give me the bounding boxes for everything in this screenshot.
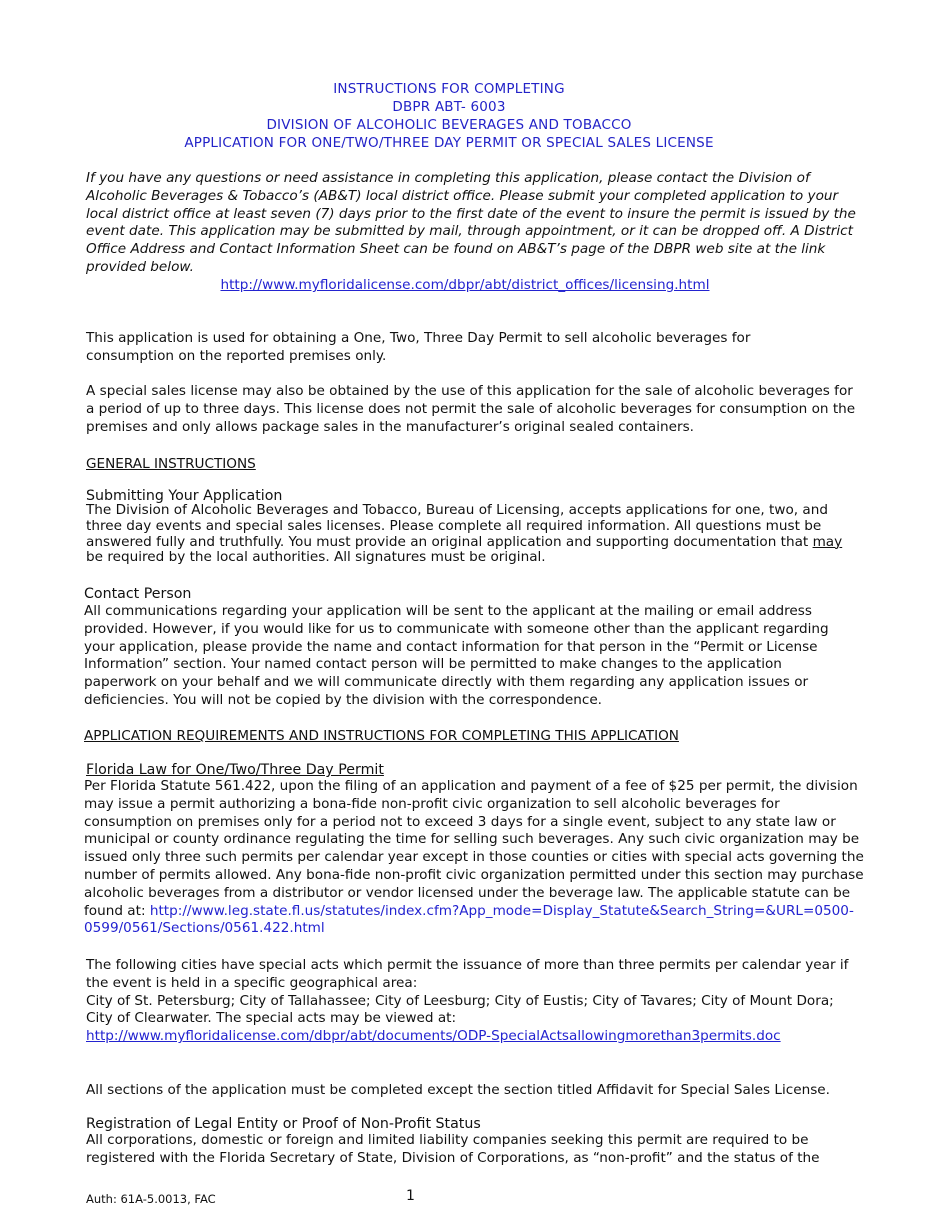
usage-paragraph [86,330,886,366]
law-line: issued only three such permits per calendar year except in those counties or cities with special acts governing the [84,849,864,866]
usage-line: This application is used for obtaining a One, Two, Three Day Permit to sell alcoholic beverages for [86,330,751,346]
cities-line: City of St. Petersburg; City of Tallahassee; City of Leesburg; City of Eustis; City of Tavares; City of Mount Dora; [86,992,834,1009]
contact-person-paragraph [84,603,884,710]
law-line: consumption on premises only for a period not to exceed 3 days for a single event, subject to any state law or [84,813,836,830]
intro-line: Alcoholic Beverages & Tobacco’s (AB&T) local district office. Please submit your completed application to your [86,187,839,204]
statute-link-part-1[interactable]: http://www.leg.state.fl.us/statutes/index.cfm?App_mode=Display_Statute&Search_String=&URL=0500- [149,902,854,919]
intro-link-row [0,277,930,295]
registration-paragraph [86,1132,886,1168]
contact-line: deficiencies. You will not be copied by the division with the correspondence. [84,691,603,708]
special-sales-line: a period of up to three days. This license does not permit the sale of alcoholic beverages for consumption on the [86,400,856,417]
district-offices-link[interactable]: http://www.myfloridalicense.com/dbpr/abt/district_offices/licensing.html [220,277,710,293]
cities-line: City of Clearwater. The special acts may be viewed at: [86,1010,457,1027]
law-line: number of permits allowed. Any bona-fide non-profit civic organization permitted under this section may purchase [84,866,864,883]
intro-paragraph [86,170,886,277]
footer-authority: Auth: 61A-5.0013, FAC [86,1192,216,1206]
law-line [84,920,884,938]
law-line: Per Florida Statute 561.422, upon the filing of an application and payment of a fee of $25 per permit, the division [84,778,858,794]
registration-line: registered with the Florida Secretary of State, Division of Corporations, as “non-profit” and the status of the [86,1149,820,1166]
page-number: 1 [406,1188,415,1204]
law-line: alcoholic beverages from a distributor or vendor licensed under the beverage law. The applicable statute can be [84,884,851,901]
intro-line: event date. This application may be submitted by mail, through appointment, or it can be dropped off. A District [86,223,853,240]
submitting-line [86,535,886,551]
contact-person-heading: Contact Person [84,586,192,602]
intro-line: local district office at least seven (7) days prior to the first date of the event to insure the permit is issued by the [86,205,856,222]
florida-law-paragraph [84,778,884,938]
found-at-label: found at: [84,902,150,919]
usage-line: consumption on the reported premises only. [86,347,387,364]
contact-line: All communications regarding your application will be sent to the applicant at the mailing or email address [84,603,812,619]
submitting-line: The Division of Alcoholic Beverages and Tobacco, Bureau of Licensing, accepts applications for one, two, and [86,502,828,518]
contact-line: paperwork on your behalf and we will communicate directly with them regarding any application issues or [84,674,809,691]
cities-line: the event is held in a specific geographical area: [86,974,418,991]
intro-line: If you have any questions or need assistance in completing this application, please contact the Division of [86,170,810,186]
intro-line: Office Address and Contact Information Sheet can be found on AB&T’s page of the DBPR web site at the link [86,241,826,258]
law-line [84,903,884,921]
title-line-4: APPLICATION FOR ONE/TWO/THREE DAY PERMIT OR SPECIAL SALES LICENSE [184,135,714,151]
submitting-paragraph [86,503,886,566]
law-line: may issue a permit authorizing a bona-fide non-profit civic organization to sell alcoholic beverages for [84,795,780,812]
special-sales-line: premises and only allows package sales in the manufacturer’s original sealed containers. [86,418,694,435]
registration-heading: Registration of Legal Entity or Proof of Non-Profit Status [86,1116,481,1132]
florida-law-heading: Florida Law for One/Two/Three Day Permit [86,762,384,778]
special-sales-paragraph [86,383,886,436]
title-line-1: INSTRUCTIONS FOR COMPLETING [333,81,565,97]
contact-line: provided. However, if you would like for us to communicate with someone other than the applicant regarding [84,620,829,637]
title-line-2: DBPR ABT- 6003 [392,99,506,115]
registration-line: All corporations, domestic or foreign and limited liability companies seeking this permit are required to be [86,1132,809,1148]
special-acts-link[interactable]: http://www.myfloridalicense.com/dbpr/abt/documents/ODP-SpecialActsallowingmorethan3permits.doc [86,1028,781,1045]
cities-line: The following cities have special acts which permit the issuance of more than three permits per calendar year if [86,957,849,973]
statute-link-part-2[interactable]: 0599/0561/Sections/0561.422.html [84,920,325,937]
submitting-line: three day events and special sales licenses. Please complete all required information. All questions must be [86,517,822,534]
may-underlined: may [812,533,843,550]
application-requirements-heading: APPLICATION REQUIREMENTS AND INSTRUCTIONS FOR COMPLETING THIS APPLICATION [84,728,679,744]
contact-line: Information” section. Your named contact person will be permitted to make changes to the application [84,656,782,673]
cities-line [86,1028,886,1046]
submitting-heading: Submitting Your Application [86,488,283,504]
intro-line: provided below. [86,258,194,275]
contact-line: your application, please provide the name and contact information for that person in the “Permit or License [84,638,818,655]
special-sales-line: A special sales license may also be obtained by the use of this application for the sale of alcoholic beverages for [86,383,853,399]
submitting-line: be required by the local authorities. All signatures must be original. [86,549,546,566]
all-sections-note: All sections of the application must be completed except the section titled Affidavit for Special Sales License. [86,1082,830,1098]
law-line: municipal or county ordinance regulating the time for selling such beverages. Any such civic organization may be [84,831,860,848]
cities-paragraph [86,957,886,1046]
general-instructions-heading: GENERAL INSTRUCTIONS [86,456,256,472]
submitting-line-text: answered fully and truthfully. You must provide an original application and supporting documentation that [86,533,813,550]
title-line-3: DIVISION OF ALCOHOLIC BEVERAGES AND TOBACCO [266,117,632,133]
